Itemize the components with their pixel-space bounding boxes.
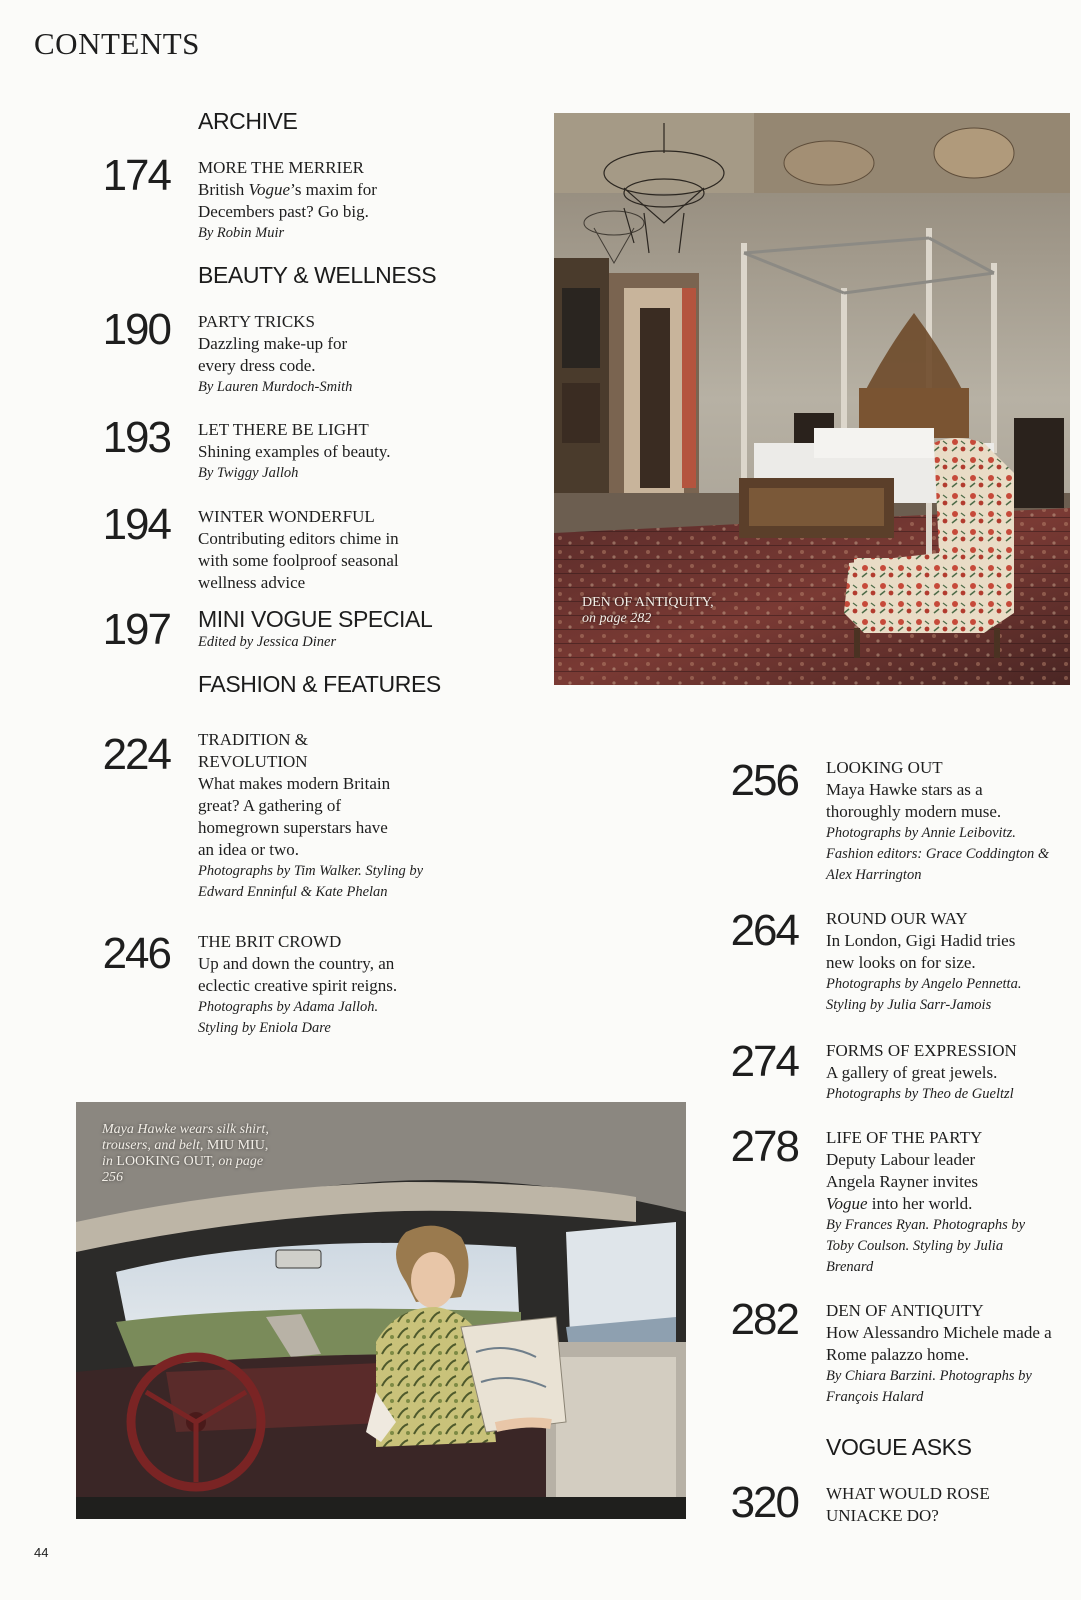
page-number: 190 — [102, 305, 170, 354]
entry-description: Deputy Labour leader Angela Rayner invites Vogue into her world. — [826, 1150, 979, 1213]
bedroom-photo — [554, 113, 1070, 685]
page-number: 264 — [730, 906, 798, 955]
entry-title: LOOKING OUT — [826, 758, 943, 777]
entry-description: In London, Gigi Hadid tries new looks on for size. — [826, 931, 1016, 972]
entry-title: WINTER WONDERFUL — [198, 507, 375, 526]
entry-credit: Photographs by Adama Jalloh. Styling by Eniola Dare — [198, 999, 379, 1036]
entry-description: What makes modern Britain great? A gathering of homegrown superstars have an idea or two. — [198, 774, 391, 859]
entry-title: THE BRIT CROWD — [198, 932, 342, 951]
entry-description: Contributing editors chime in with some foolproof seasonal wellness advice — [198, 529, 399, 592]
entry-description: How Alessandro Michele made a Rome palazzo home. — [826, 1323, 1052, 1364]
entry-title: WHAT WOULD ROSE UNIACKE DO? — [826, 1484, 990, 1525]
section-heading-vogue-asks: VOGUE ASKS — [826, 1434, 972, 1460]
page-number: 193 — [102, 413, 170, 462]
section-heading-beauty: BEAUTY & WELLNESS — [198, 262, 437, 288]
entry-description: British Vogue’s maxim for Decembers past? Go big. — [198, 180, 377, 221]
entry-credit: Photographs by Theo de Gueltzl — [826, 1086, 1014, 1102]
section-heading-archive: ARCHIVE — [198, 108, 298, 134]
entry-title: DEN OF ANTIQUITY — [826, 1301, 984, 1320]
page-number: 197 — [102, 605, 170, 654]
entry-credit: Photographs by Annie Leibovitz. Fashion editors: Grace Coddington & Alex Harrington — [826, 825, 1050, 883]
entry-credit: By Frances Ryan. Photographs by Toby Coulson. Styling by Julia Brenard — [826, 1217, 1026, 1275]
entry-description: Maya Hawke stars as a thoroughly modern muse. — [826, 780, 1002, 821]
page-number: 174 — [102, 151, 170, 200]
page-folio: 44 — [34, 1545, 49, 1560]
page-number: 282 — [730, 1295, 798, 1344]
page-number: 278 — [730, 1122, 798, 1171]
entry-description: A gallery of great jewels. — [826, 1063, 998, 1082]
page-number: 274 — [730, 1037, 798, 1086]
entry-credit: Photographs by Tim Walker. Styling by Edward Enninful & Kate Phelan — [198, 863, 424, 900]
entry-title: MINI VOGUE SPECIAL — [198, 606, 433, 632]
car-interior-photo — [76, 1102, 686, 1519]
entry-title: FORMS OF EXPRESSION — [826, 1041, 1017, 1060]
entry-credit: By Robin Muir — [198, 225, 285, 241]
page-number: 194 — [102, 500, 170, 549]
entry-title: MORE THE MERRIER — [198, 158, 364, 177]
section-heading-fashion: FASHION & FEATURES — [198, 671, 441, 697]
entry-title: TRADITION & REVOLUTION — [198, 730, 309, 771]
car-photo-caption: Maya Hawke wears silk shirt, trousers, and belt, MIU MIU, in LOOKING OUT, on page 256 — [102, 1122, 269, 1185]
entry-title: PARTY TRICKS — [198, 312, 315, 331]
entry-credit: Photographs by Angelo Pennetta. Styling by Julia Sarr-Jamois — [826, 976, 1022, 1013]
entry-description: Dazzling make-up for every dress code. — [198, 334, 348, 375]
entry-description: Up and down the country, an eclectic creative spirit reigns. — [198, 954, 398, 995]
entry-description: Shining examples of beauty. — [198, 442, 391, 461]
page-title: CONTENTS — [34, 26, 200, 61]
entry-credit: By Twiggy Jalloh — [198, 465, 299, 481]
entry-credit: By Lauren Murdoch-Smith — [198, 379, 353, 395]
entry-title: ROUND OUR WAY — [826, 909, 968, 928]
page-number: 320 — [730, 1478, 798, 1527]
entry-title: LET THERE BE LIGHT — [198, 420, 369, 439]
page-number: 224 — [102, 730, 170, 779]
bedroom-caption: DEN OF ANTIQUITY, on page 282 — [582, 595, 714, 626]
page-number: 246 — [102, 929, 170, 978]
entry-credit: Edited by Jessica Diner — [198, 634, 337, 650]
page-number: 256 — [730, 756, 798, 805]
entry-title: LIFE OF THE PARTY — [826, 1128, 983, 1147]
entry-credit: By Chiara Barzini. Photographs by François Halard — [826, 1368, 1032, 1405]
